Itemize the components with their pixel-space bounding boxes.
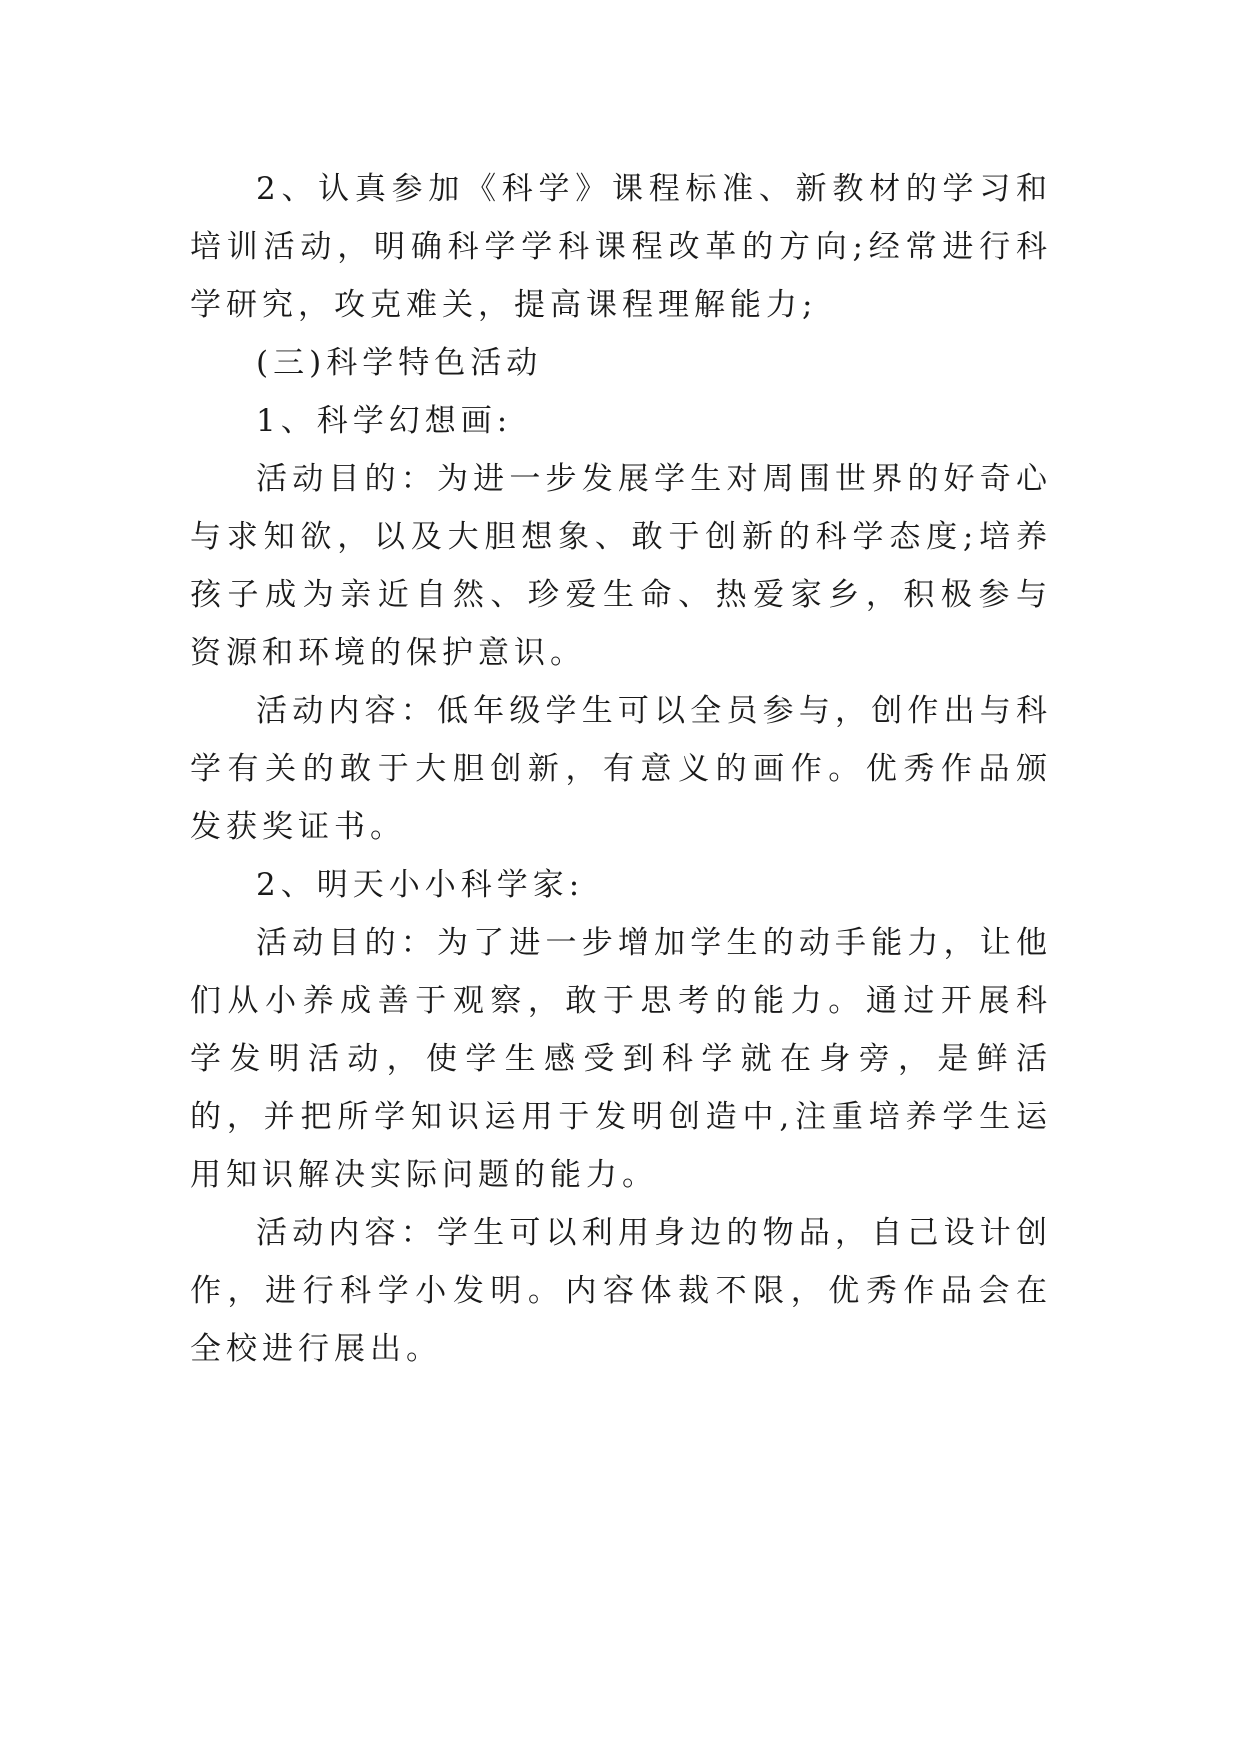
- item-heading-science-fantasy-painting: 1、科学幻想画:: [256, 403, 513, 439]
- paragraph-study-training: 2、认真参加《科学》课程标准、新教材的学习和培训活动，明确科学学科课程改革的方向;经常进行科学研究，攻克难关，提高课程理解能力;: [190, 171, 1052, 323]
- paragraph-scientist-purpose: 活动目的：为了进一步增加学生的动手能力，让他们从小养成善于观察，敢于思考的能力。通过开展科学发明活动，使学生感受到科学就在身旁，是鲜活的，并把所学知识运用于发明创造中,注重培养学生运用知识解决实际问题的能力。: [190, 925, 1052, 1193]
- paragraph-scientist-content: 活动内容：学生可以利用身边的物品，自己设计创作，进行科学小发明。内容体裁不限，优秀作品会在全校进行展出。: [190, 1215, 1052, 1367]
- section-heading-science-activities: (三)科学特色活动: [256, 345, 543, 381]
- document-body: [190, 160, 1052, 1378]
- item-heading-young-scientist: 2、明天小小科学家:: [256, 867, 585, 903]
- paragraph-painting-purpose: 活动目的：为进一步发展学生对周围世界的好奇心与求知欲，以及大胆想象、敢于创新的科学态度;培养孩子成为亲近自然、珍爱生命、热爱家乡，积极参与资源和环境的保护意识。: [190, 461, 1052, 671]
- paragraph-painting-content: 活动内容：低年级学生可以全员参与，创作出与科学有关的敢于大胆创新，有意义的画作。优秀作品颁发获奖证书。: [190, 693, 1052, 845]
